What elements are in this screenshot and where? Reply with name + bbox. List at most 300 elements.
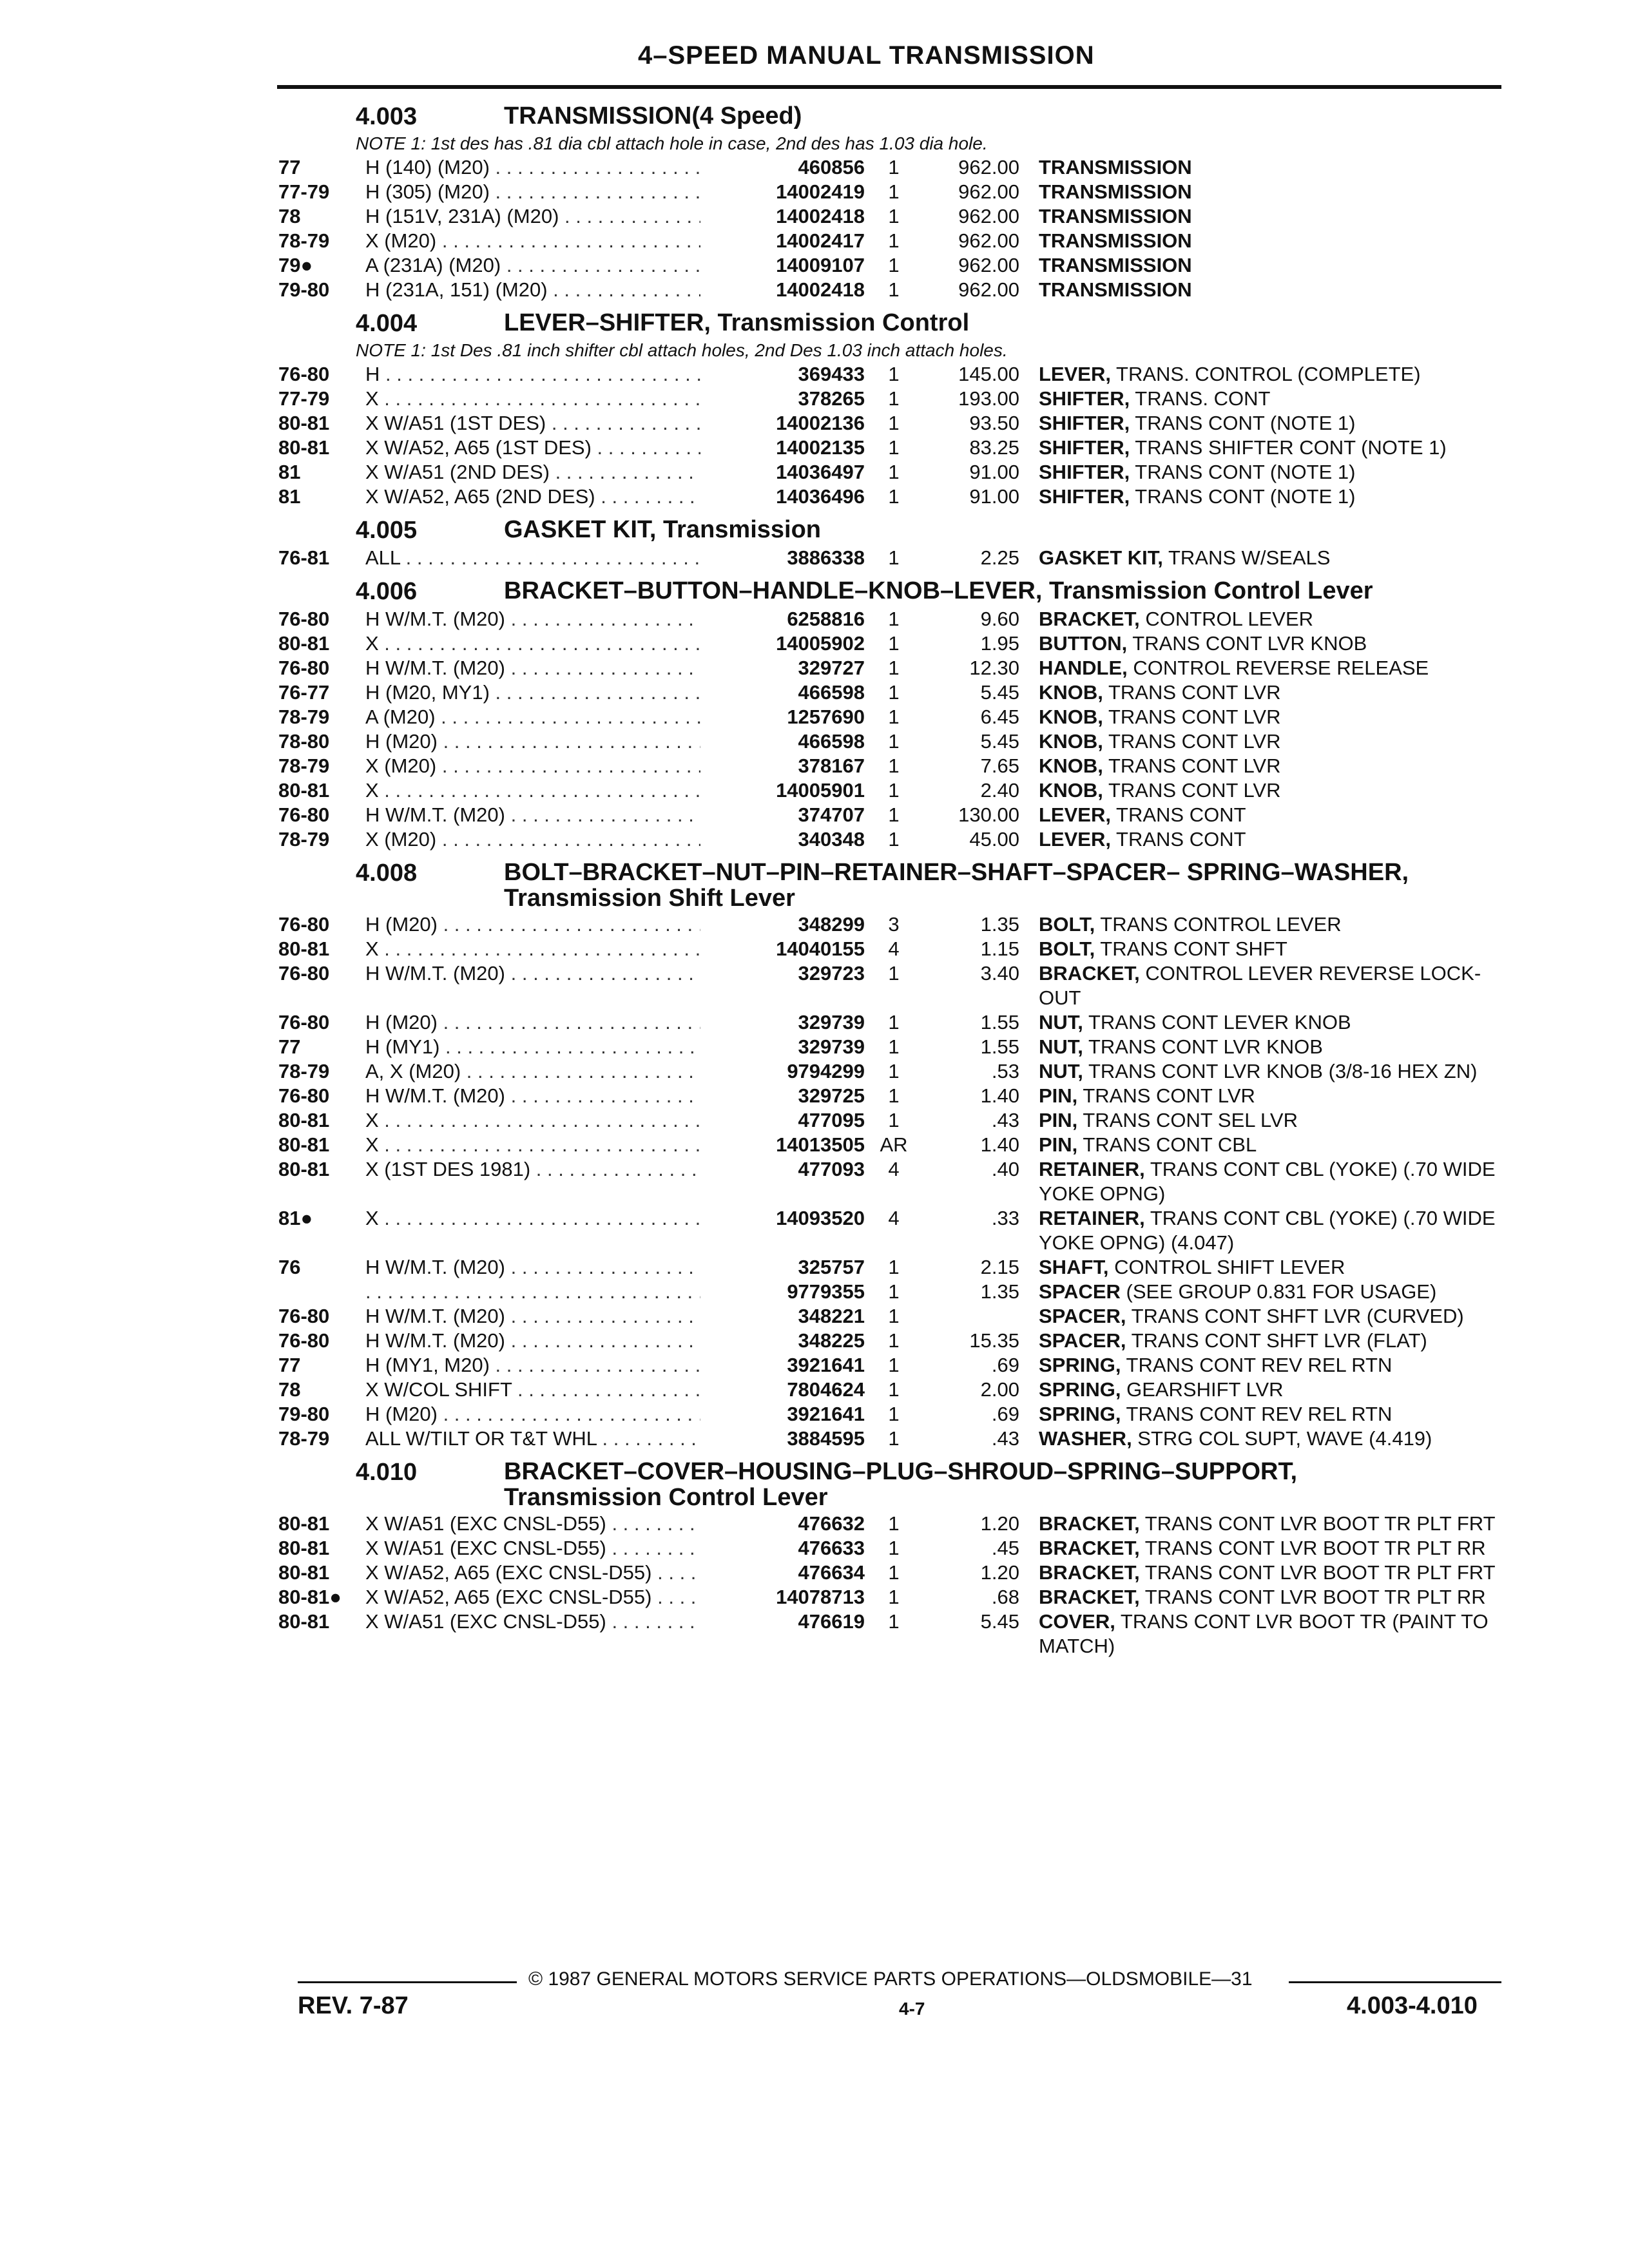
part-number: 14009107 bbox=[776, 254, 865, 276]
part-number: 14078713 bbox=[776, 1586, 865, 1608]
application: X W/A51 (2ND DES) . . . bbox=[365, 460, 700, 485]
part-name bbox=[1039, 1536, 1503, 1561]
model-years: 80-81 bbox=[278, 1610, 330, 1633]
application: X W/A51 (EXC CNSL-D55) . . . bbox=[365, 1536, 700, 1561]
part-name-detail: TRANS CONT LVR bbox=[1103, 779, 1281, 802]
part-row bbox=[278, 1084, 1516, 1108]
part-row bbox=[278, 1402, 1516, 1427]
part-row bbox=[278, 1585, 1516, 1610]
part-row bbox=[278, 778, 1516, 803]
part-row bbox=[278, 754, 1516, 778]
part-name-keyword: BUTTON, bbox=[1039, 632, 1128, 655]
part-number: 3884595 bbox=[787, 1427, 865, 1450]
price: .69 bbox=[991, 1403, 1019, 1425]
footer-rule-left bbox=[298, 1981, 517, 1983]
quantity: 1 bbox=[888, 706, 900, 728]
part-number: 476619 bbox=[798, 1610, 865, 1633]
part-name-keyword: BRACKET, bbox=[1039, 1586, 1140, 1608]
model-years: 78-80 bbox=[278, 730, 330, 753]
model-years: 76-80 bbox=[278, 1329, 330, 1352]
price: 1.20 bbox=[980, 1512, 1019, 1535]
part-number: 340348 bbox=[798, 828, 865, 850]
price: 91.00 bbox=[969, 485, 1019, 508]
model-years: 78-79 bbox=[278, 828, 330, 850]
page-number: 4-7 bbox=[899, 1999, 925, 2019]
price: 2.00 bbox=[980, 1378, 1019, 1401]
price: 962.00 bbox=[958, 205, 1019, 227]
part-name bbox=[1039, 961, 1503, 1010]
part-name-keyword: SPRING, bbox=[1039, 1403, 1121, 1425]
part-name bbox=[1039, 1585, 1503, 1610]
price: 5.45 bbox=[980, 681, 1019, 704]
part-row bbox=[278, 827, 1516, 852]
model-years: 76-80 bbox=[278, 363, 330, 385]
application: X W/A52, A65 (EXC CNSL-D55) . . . bbox=[365, 1585, 700, 1610]
part-row bbox=[278, 278, 1516, 302]
quantity: 1 bbox=[888, 730, 900, 753]
part-name bbox=[1039, 1512, 1503, 1536]
model-years: 76-77 bbox=[278, 681, 330, 704]
section-note: NOTE 1: 1st Des .81 inch shifter cbl attach holes, 2nd Des 1.03 inch attach holes. bbox=[356, 340, 1008, 360]
part-name bbox=[1039, 1353, 1503, 1378]
section-number: 4.004 bbox=[356, 310, 418, 337]
part-name-keyword: SHAFT, bbox=[1039, 1256, 1109, 1278]
part-number: 476632 bbox=[798, 1512, 865, 1535]
footer-rule-right bbox=[1289, 1981, 1501, 1983]
part-number: 14002418 bbox=[776, 278, 865, 301]
model-years: 80-81 bbox=[278, 632, 330, 655]
part-number: 329727 bbox=[798, 657, 865, 679]
application: H W/M.T. (M20) . . . bbox=[365, 1329, 700, 1353]
model-years: 76-80 bbox=[278, 962, 330, 985]
section-title bbox=[504, 103, 1438, 129]
quantity: 4 bbox=[888, 1158, 900, 1180]
part-name bbox=[1039, 411, 1503, 436]
part-name bbox=[1039, 1329, 1503, 1353]
application: H W/M.T. (M20) . . . bbox=[365, 1255, 700, 1280]
price: 130.00 bbox=[958, 803, 1019, 826]
price: 1.40 bbox=[980, 1133, 1019, 1156]
section-header bbox=[278, 578, 1516, 606]
part-name bbox=[1039, 754, 1503, 778]
application: H W/M.T. (M20) . . . bbox=[365, 1084, 700, 1108]
part-row bbox=[278, 1280, 1516, 1304]
part-name-detail: TRANS CONT bbox=[1110, 803, 1246, 826]
part-number: 378265 bbox=[798, 387, 865, 410]
part-name bbox=[1039, 656, 1503, 680]
part-row bbox=[278, 1108, 1516, 1133]
model-years: 76-80 bbox=[278, 608, 330, 630]
application: X . . . bbox=[365, 1133, 700, 1157]
model-years: 80-81 bbox=[278, 779, 330, 802]
part-name-detail: TRANS CONT (NOTE 1) bbox=[1130, 412, 1356, 434]
quantity: 1 bbox=[888, 1427, 900, 1450]
part-name-keyword: NUT, bbox=[1039, 1011, 1083, 1033]
model-years: 77 bbox=[278, 1354, 301, 1376]
part-row bbox=[278, 680, 1516, 705]
part-name bbox=[1039, 1157, 1503, 1206]
quantity: 1 bbox=[888, 1561, 900, 1584]
part-row bbox=[278, 1059, 1516, 1084]
part-name bbox=[1039, 1035, 1503, 1059]
quantity: 1 bbox=[888, 681, 900, 704]
model-years: 78-79 bbox=[278, 754, 330, 777]
price: .43 bbox=[991, 1427, 1019, 1450]
model-years: 80-81 bbox=[278, 412, 330, 434]
part-name-detail: TRANS CONT (NOTE 1) bbox=[1130, 485, 1356, 508]
application: X W/A52, A65 (2ND DES) . . . bbox=[365, 485, 700, 509]
application: H W/M.T. (M20) . . . bbox=[365, 607, 700, 631]
application: H (M20) . . . bbox=[365, 1402, 700, 1427]
part-name-keyword: NUT, bbox=[1039, 1060, 1083, 1082]
part-name-detail: TRANS CONT LVR KNOB (3/8-16 HEX ZN) bbox=[1083, 1060, 1478, 1082]
application: ALL . . . bbox=[365, 546, 700, 570]
part-row bbox=[278, 1329, 1516, 1353]
price: 7.65 bbox=[980, 754, 1019, 777]
price: 962.00 bbox=[958, 180, 1019, 203]
section-title-main: TRANSMISSION(4 Speed) bbox=[504, 102, 802, 130]
model-years: 76-80 bbox=[278, 1305, 330, 1327]
section-subtitle: Transmission Control Lever bbox=[504, 1484, 828, 1511]
part-name-detail: GEARSHIFT LVR bbox=[1121, 1378, 1284, 1401]
part-number: 477095 bbox=[798, 1109, 865, 1131]
section-title-main: BRACKET–BUTTON–HANDLE–KNOB–LEVER, bbox=[504, 577, 1043, 604]
part-name-keyword: SPACER, bbox=[1039, 1329, 1126, 1352]
application: X (M20) . . . bbox=[365, 754, 700, 778]
section-title-main: GASKET KIT, bbox=[504, 516, 657, 543]
part-name-detail: TRANS CONT REV REL RTN bbox=[1121, 1403, 1393, 1425]
part-name bbox=[1039, 485, 1503, 509]
quantity: 1 bbox=[888, 485, 900, 508]
quantity: 1 bbox=[888, 156, 900, 178]
application: H (M20, MY1) . . . bbox=[365, 680, 700, 705]
quantity: 1 bbox=[888, 546, 900, 569]
part-row bbox=[278, 1010, 1516, 1035]
part-name bbox=[1039, 1561, 1503, 1585]
part-name bbox=[1039, 1108, 1503, 1133]
part-row bbox=[278, 1255, 1516, 1280]
section-subtitle: Transmission Shift Lever bbox=[504, 885, 795, 912]
part-row bbox=[278, 204, 1516, 229]
price: 1.95 bbox=[980, 632, 1019, 655]
part-name bbox=[1039, 705, 1503, 729]
part-row bbox=[278, 803, 1516, 827]
application: H (MY1) . . . bbox=[365, 1035, 700, 1059]
model-years: 80-81 bbox=[278, 436, 330, 459]
part-name-keyword: LEVER, bbox=[1039, 803, 1111, 826]
model-years: 80-81● bbox=[278, 1586, 342, 1608]
price: 15.35 bbox=[969, 1329, 1019, 1352]
part-name-keyword: WASHER, bbox=[1039, 1427, 1132, 1450]
model-years: 80-81 bbox=[278, 1109, 330, 1131]
application: X (M20) . . . bbox=[365, 827, 700, 852]
part-name bbox=[1039, 1280, 1503, 1304]
model-years: 80-81 bbox=[278, 1561, 330, 1584]
part-name-keyword: KNOB, bbox=[1039, 730, 1103, 753]
revision-label: REV. 7-87 bbox=[298, 1992, 409, 2019]
header-rule bbox=[277, 85, 1501, 89]
price: 83.25 bbox=[969, 436, 1019, 459]
part-number: 325757 bbox=[798, 1256, 865, 1278]
part-name bbox=[1039, 912, 1503, 937]
part-name-detail: TRANS CONT CBL (YOKE) (.70 WIDE YOKE OPNG) (4.047) bbox=[1039, 1207, 1496, 1254]
part-row bbox=[278, 411, 1516, 436]
part-row bbox=[278, 180, 1516, 204]
part-name bbox=[1039, 607, 1503, 631]
part-number: 329725 bbox=[798, 1084, 865, 1107]
part-name-keyword: TRANSMISSION bbox=[1039, 180, 1192, 203]
part-number: 14013505 bbox=[776, 1133, 865, 1156]
part-name-keyword: RETAINER, bbox=[1039, 1207, 1145, 1229]
application: X W/A52, A65 (EXC CNSL-D55) . . . bbox=[365, 1561, 700, 1585]
catalog-section bbox=[278, 517, 1516, 570]
part-number: 348299 bbox=[798, 913, 865, 936]
section-title bbox=[504, 578, 1438, 604]
part-name bbox=[1039, 1610, 1503, 1658]
part-name-keyword: SHIFTER, bbox=[1039, 485, 1130, 508]
section-title-main: BOLT–BRACKET–NUT–PIN–RETAINER–SHAFT–SPACER– SPRING–WASHER, bbox=[504, 859, 1409, 886]
part-name-keyword: KNOB, bbox=[1039, 706, 1103, 728]
part-row bbox=[278, 1536, 1516, 1561]
application: X . . . bbox=[365, 1206, 700, 1231]
quantity: 1 bbox=[888, 1109, 900, 1131]
quantity: 1 bbox=[888, 1256, 900, 1278]
part-number: 14002417 bbox=[776, 229, 865, 252]
price: 2.25 bbox=[980, 546, 1019, 569]
part-name-keyword: COVER, bbox=[1039, 1610, 1115, 1633]
part-name bbox=[1039, 155, 1503, 180]
part-name-keyword: BOLT, bbox=[1039, 937, 1095, 960]
price: 1.20 bbox=[980, 1561, 1019, 1584]
part-name-detail: TRANS CONT LVR BOOT TR PLT FRT bbox=[1139, 1512, 1496, 1535]
part-row bbox=[278, 1512, 1516, 1536]
part-name bbox=[1039, 1255, 1503, 1280]
part-row bbox=[278, 546, 1516, 570]
quantity: 1 bbox=[888, 1011, 900, 1033]
part-name-detail: TRANS CONT SHFT bbox=[1095, 937, 1287, 960]
section-header bbox=[278, 860, 1516, 911]
part-name bbox=[1039, 1059, 1503, 1084]
section-subtitle: Transmission Control bbox=[717, 309, 970, 336]
price: 1.55 bbox=[980, 1011, 1019, 1033]
part-name-keyword: KNOB, bbox=[1039, 681, 1103, 704]
part-name bbox=[1039, 937, 1503, 961]
part-number: 14036497 bbox=[776, 461, 865, 483]
part-name bbox=[1039, 1084, 1503, 1108]
model-years: 81 bbox=[278, 461, 301, 483]
application: H (M20) . . . bbox=[365, 729, 700, 754]
part-number: 14005901 bbox=[776, 779, 865, 802]
part-name-detail: CONTROL LEVER REVERSE LOCK-OUT bbox=[1039, 962, 1481, 1009]
part-number: 329739 bbox=[798, 1035, 865, 1058]
part-name-detail: TRANS. CONTROL (COMPLETE) bbox=[1110, 363, 1421, 385]
quantity: 1 bbox=[888, 1305, 900, 1327]
section-number: 4.006 bbox=[356, 578, 418, 605]
part-name-detail: TRANS CONT LVR bbox=[1103, 681, 1281, 704]
part-name bbox=[1039, 1427, 1503, 1451]
section-range: 4.003-4.010 bbox=[1347, 1992, 1478, 2019]
quantity: 1 bbox=[888, 436, 900, 459]
part-name-detail: TRANS CONT LEVER KNOB bbox=[1083, 1011, 1351, 1033]
quantity: 1 bbox=[888, 1610, 900, 1633]
quantity: 1 bbox=[888, 1354, 900, 1376]
part-name-detail: TRANS. CONT bbox=[1130, 387, 1271, 410]
part-name bbox=[1039, 278, 1503, 302]
part-row bbox=[278, 912, 1516, 937]
catalog-section bbox=[278, 310, 1516, 509]
part-name-keyword: LEVER, bbox=[1039, 363, 1111, 385]
part-name bbox=[1039, 204, 1503, 229]
part-row bbox=[278, 436, 1516, 460]
quantity: 1 bbox=[888, 1329, 900, 1352]
section-number: 4.005 bbox=[356, 517, 418, 544]
application: A, X (M20) . . . bbox=[365, 1059, 700, 1084]
section-title-main: BRACKET–COVER–HOUSING–PLUG–SHROUD–SPRING–SUPPORT, bbox=[504, 1458, 1298, 1485]
part-name-keyword: RETAINER, bbox=[1039, 1158, 1145, 1180]
part-name-detail: TRANS CONT LVR bbox=[1103, 730, 1281, 753]
part-name-detail: TRANS CONT LVR bbox=[1077, 1084, 1255, 1107]
quantity: 1 bbox=[888, 803, 900, 826]
part-name bbox=[1039, 1304, 1503, 1329]
part-row bbox=[278, 155, 1516, 180]
part-name-detail: TRANS CONT (NOTE 1) bbox=[1130, 461, 1356, 483]
quantity: 1 bbox=[888, 1512, 900, 1535]
part-name bbox=[1039, 362, 1503, 387]
quantity: 1 bbox=[888, 962, 900, 985]
part-number: 329739 bbox=[798, 1011, 865, 1033]
part-number: 476633 bbox=[798, 1537, 865, 1559]
quantity: 1 bbox=[888, 828, 900, 850]
quantity: 1 bbox=[888, 1084, 900, 1107]
part-name-detail: TRANS CONT SHFT LVR (FLAT) bbox=[1126, 1329, 1427, 1352]
quantity: 1 bbox=[888, 180, 900, 203]
model-years: 77 bbox=[278, 156, 301, 178]
part-number: 348221 bbox=[798, 1305, 865, 1327]
part-name-keyword: NUT, bbox=[1039, 1035, 1083, 1058]
part-number: 9779355 bbox=[787, 1280, 865, 1303]
model-years: 77-79 bbox=[278, 387, 330, 410]
application: H W/M.T. (M20) . . . bbox=[365, 1304, 700, 1329]
part-number: 466598 bbox=[798, 681, 865, 704]
quantity: 1 bbox=[888, 1378, 900, 1401]
part-row bbox=[278, 1561, 1516, 1585]
quantity: 3 bbox=[888, 913, 900, 936]
part-name bbox=[1039, 803, 1503, 827]
model-years: 78-79 bbox=[278, 706, 330, 728]
part-name-detail: TRANS CONT LVR bbox=[1103, 706, 1281, 728]
part-number: 466598 bbox=[798, 730, 865, 753]
part-name bbox=[1039, 1010, 1503, 1035]
part-name bbox=[1039, 460, 1503, 485]
part-name-keyword: TRANSMISSION bbox=[1039, 205, 1192, 227]
application: H W/M.T. (M20) . . . bbox=[365, 961, 700, 986]
application: A (M20) . . . bbox=[365, 705, 700, 729]
part-number: 348225 bbox=[798, 1329, 865, 1352]
part-name-keyword: PIN, bbox=[1039, 1109, 1078, 1131]
section-number: 4.008 bbox=[356, 860, 418, 887]
part-name-keyword: BRACKET, bbox=[1039, 1561, 1140, 1584]
part-name bbox=[1039, 729, 1503, 754]
application: H W/M.T. (M20) . . . bbox=[365, 803, 700, 827]
quantity: 1 bbox=[888, 1586, 900, 1608]
part-row bbox=[278, 253, 1516, 278]
part-name-detail: TRANS CONT CBL (YOKE) (.70 WIDE YOKE OPNG) bbox=[1039, 1158, 1496, 1205]
part-name bbox=[1039, 827, 1503, 852]
section-header bbox=[278, 1459, 1516, 1510]
part-row bbox=[278, 1353, 1516, 1378]
part-number: 3921641 bbox=[787, 1403, 865, 1425]
part-name-detail: TRANS CONTROL LEVER bbox=[1095, 913, 1342, 936]
price: .68 bbox=[991, 1586, 1019, 1608]
section-title bbox=[504, 517, 1438, 543]
part-name-detail: TRANS CONT LVR bbox=[1103, 754, 1281, 777]
application: A (231A) (M20) . . . bbox=[365, 253, 700, 278]
model-years: 79-80 bbox=[278, 278, 330, 301]
part-name-detail: TRANS CONT LVR BOOT TR PLT FRT bbox=[1139, 1561, 1496, 1584]
part-row bbox=[278, 1133, 1516, 1157]
part-name-keyword: BRACKET, bbox=[1039, 608, 1140, 630]
quantity: 1 bbox=[888, 363, 900, 385]
application: H W/M.T. (M20) . . . bbox=[365, 656, 700, 680]
part-row bbox=[278, 1304, 1516, 1329]
price: 6.45 bbox=[980, 706, 1019, 728]
part-name bbox=[1039, 1402, 1503, 1427]
section-header bbox=[278, 517, 1516, 544]
model-years: 81 bbox=[278, 485, 301, 508]
part-number: 14036496 bbox=[776, 485, 865, 508]
application: X . . . bbox=[365, 631, 700, 656]
price: 2.15 bbox=[980, 1256, 1019, 1278]
page-header bbox=[277, 0, 1501, 97]
application: X W/COL SHIFT . . . bbox=[365, 1378, 700, 1402]
part-name bbox=[1039, 680, 1503, 705]
part-name-keyword: PIN, bbox=[1039, 1133, 1078, 1156]
model-years: 78-79 bbox=[278, 1427, 330, 1450]
part-row bbox=[278, 729, 1516, 754]
part-row bbox=[278, 631, 1516, 656]
application: X . . . bbox=[365, 387, 700, 411]
price: 193.00 bbox=[958, 387, 1019, 410]
model-years: 78-79 bbox=[278, 229, 330, 252]
part-name-keyword: HANDLE, bbox=[1039, 657, 1128, 679]
price: 12.30 bbox=[969, 657, 1019, 679]
quantity: 1 bbox=[888, 657, 900, 679]
part-row bbox=[278, 460, 1516, 485]
part-name bbox=[1039, 180, 1503, 204]
part-row bbox=[278, 387, 1516, 411]
part-name-detail: TRANS CONT LVR BOOT TR (PAINT TO MATCH) bbox=[1039, 1610, 1489, 1657]
part-name bbox=[1039, 1133, 1503, 1157]
part-name bbox=[1039, 546, 1503, 570]
price: 1.15 bbox=[980, 937, 1019, 960]
price: 1.40 bbox=[980, 1084, 1019, 1107]
model-years: 76-80 bbox=[278, 803, 330, 826]
part-name bbox=[1039, 436, 1503, 460]
part-name bbox=[1039, 229, 1503, 253]
part-name-detail: TRANS CONT LVR KNOB bbox=[1127, 632, 1367, 655]
quantity: 1 bbox=[888, 1060, 900, 1082]
part-number: 14002419 bbox=[776, 180, 865, 203]
part-name bbox=[1039, 778, 1503, 803]
part-name-detail: TRANS CONT CBL bbox=[1077, 1133, 1257, 1156]
price: 93.50 bbox=[969, 412, 1019, 434]
application: X W/A51 (EXC CNSL-D55) . . . bbox=[365, 1610, 700, 1634]
application: X . . . bbox=[365, 937, 700, 961]
part-name bbox=[1039, 387, 1503, 411]
model-years: 76-80 bbox=[278, 913, 330, 936]
price: 9.60 bbox=[980, 608, 1019, 630]
section-header bbox=[278, 103, 1516, 131]
